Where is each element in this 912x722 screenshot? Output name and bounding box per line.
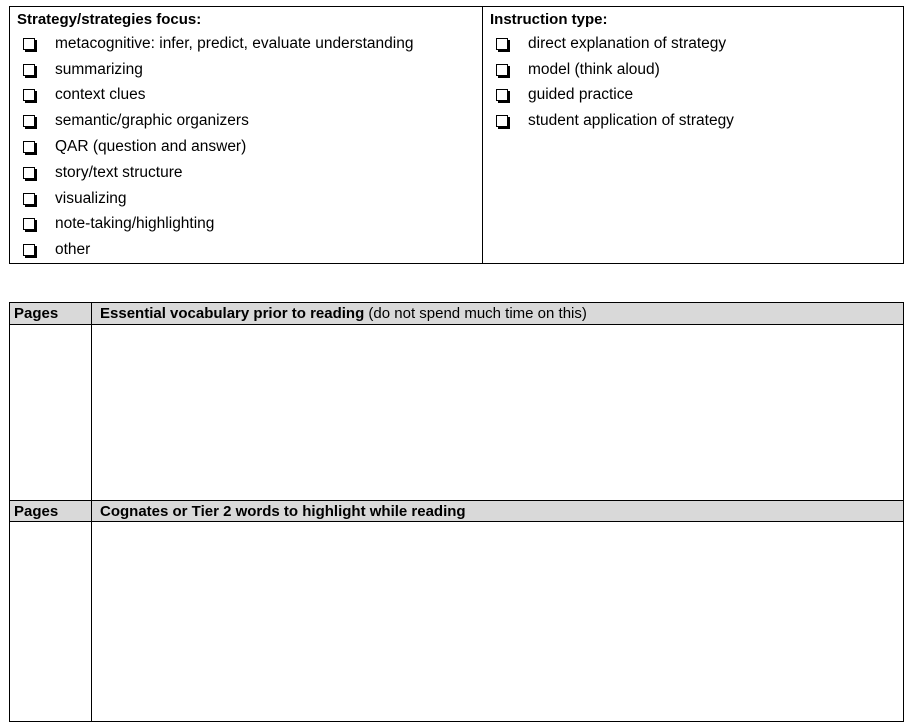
instruction-item-label: student application of strategy: [528, 112, 734, 130]
strategy-focus-list: [17, 31, 482, 263]
instruction-item-application[interactable]: [490, 108, 903, 134]
essential-vocab-row: [10, 325, 903, 500]
checkbox-icon[interactable]: [23, 64, 35, 76]
strategy-item-note-taking[interactable]: [17, 212, 482, 238]
strategy-item-label: other: [55, 241, 91, 259]
instruction-item-label: direct explanation of strategy: [528, 34, 727, 52]
checkbox-icon[interactable]: [23, 115, 35, 127]
strategy-item-label: visualizing: [55, 189, 127, 207]
strategy-item-summarizing[interactable]: [17, 57, 482, 83]
cognates-header-row: [10, 500, 903, 522]
checkbox-icon[interactable]: [23, 244, 35, 256]
checkbox-icon[interactable]: [23, 141, 35, 153]
essential-vocab-entry-cell[interactable]: [92, 325, 903, 500]
strategy-item-organizers[interactable]: [17, 108, 482, 134]
cognates-title: Cognates or Tier 2 words to highlight while reading: [100, 503, 466, 520]
checkbox-icon[interactable]: [23, 89, 35, 101]
checkbox-icon[interactable]: [496, 89, 508, 101]
strategy-item-visualizing[interactable]: [17, 186, 482, 212]
checkbox-icon[interactable]: [496, 64, 508, 76]
essential-vocab-title: Essential vocabulary prior to reading: [100, 305, 365, 322]
instruction-type-list: [490, 31, 903, 134]
strategy-item-qar[interactable]: [17, 134, 482, 160]
instruction-item-label: guided practice: [528, 86, 634, 104]
checkbox-icon[interactable]: [496, 38, 508, 50]
cognates-header: [92, 501, 903, 521]
instruction-type-column: [483, 7, 903, 263]
strategy-item-label: context clues: [55, 86, 146, 104]
instruction-item-guided[interactable]: [490, 83, 903, 109]
cognates-pages-cell[interactable]: [10, 522, 92, 722]
strategy-item-text-structure[interactable]: [17, 160, 482, 186]
essential-vocab-header: [92, 303, 903, 324]
instruction-item-model[interactable]: [490, 57, 903, 83]
strategy-focus-heading: Strategy/strategies focus:: [17, 11, 202, 28]
essential-vocab-pages-cell[interactable]: [10, 325, 92, 500]
strategy-item-label: summarizing: [55, 60, 143, 78]
strategy-focus-column: [10, 7, 483, 263]
checkbox-icon[interactable]: [23, 193, 35, 205]
strategy-item-label: QAR (question and answer): [55, 138, 247, 156]
checkbox-icon[interactable]: [496, 115, 508, 127]
pages-header: Pages: [10, 303, 92, 324]
strategy-item-label: story/text structure: [55, 163, 183, 181]
strategy-item-label: metacognitive: infer, predict, evaluate understanding: [55, 34, 414, 52]
essential-vocab-note: (do not spend much time on this): [364, 305, 587, 322]
cognates-entry-cell[interactable]: [92, 522, 903, 722]
instruction-item-label: model (think aloud): [528, 60, 660, 78]
checkbox-icon[interactable]: [23, 218, 35, 230]
strategy-table: [9, 6, 904, 264]
strategy-item-other[interactable]: [17, 237, 482, 263]
strategy-item-label: semantic/graphic organizers: [55, 112, 249, 130]
vocabulary-table: [9, 302, 904, 722]
essential-vocab-header-row: [10, 303, 903, 325]
pages-header: Pages: [10, 501, 92, 521]
strategy-item-metacognitive[interactable]: [17, 31, 482, 57]
instruction-type-heading: Instruction type:: [490, 11, 608, 28]
checkbox-icon[interactable]: [23, 38, 35, 50]
cognates-row: [10, 522, 903, 722]
strategy-item-context-clues[interactable]: [17, 83, 482, 109]
strategy-item-label: note-taking/highlighting: [55, 215, 215, 233]
checkbox-icon[interactable]: [23, 167, 35, 179]
instruction-item-direct[interactable]: [490, 31, 903, 57]
